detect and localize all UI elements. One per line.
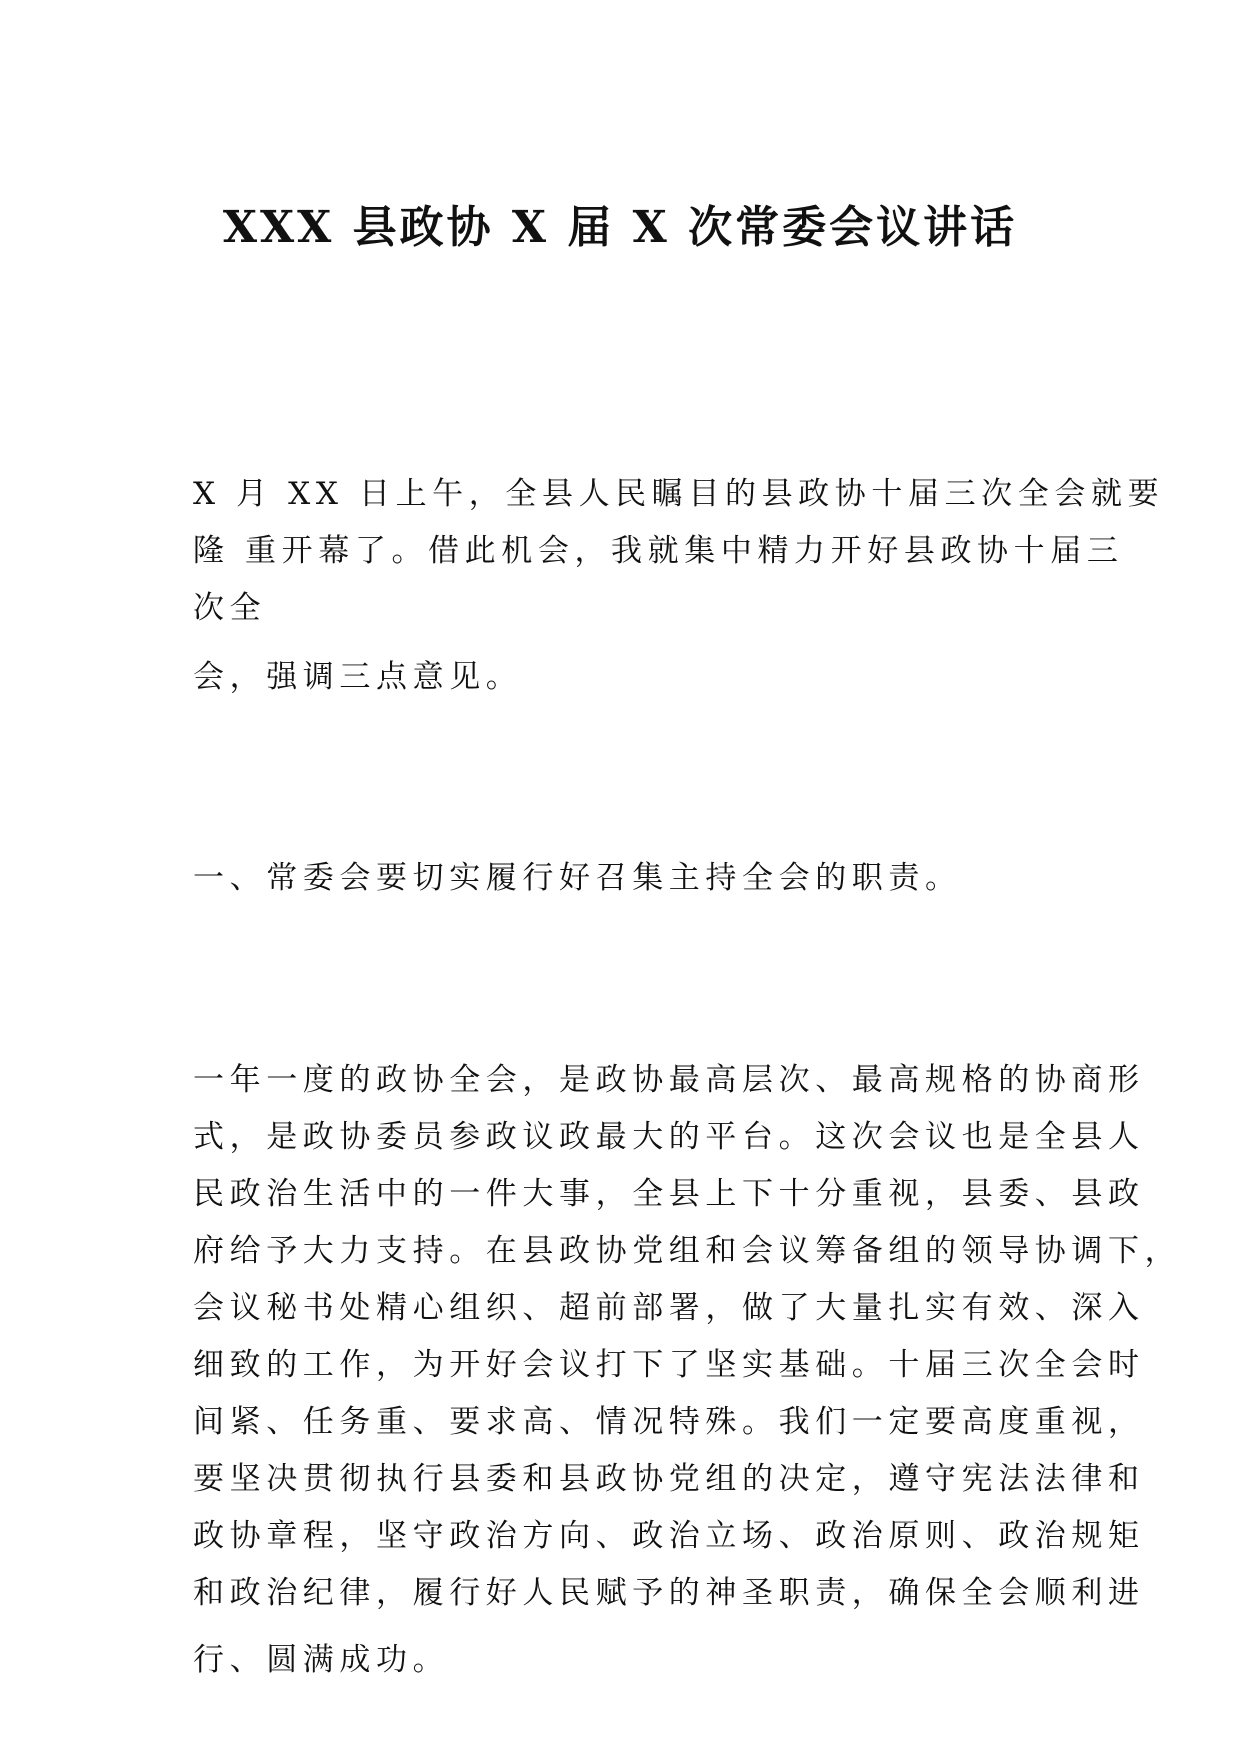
text-line: 次全 bbox=[193, 590, 267, 626]
text-line: 府给予大力支持。在县政协党组和会议筹备组的领导协调下， bbox=[193, 1233, 1182, 1269]
text-line: 会议秘书处精心组织、超前部署，做了大量扎实有效、深入 bbox=[193, 1290, 1145, 1326]
text-line: X 月 XX 日上午，全县人民瞩目的县政协十届三次全会就要 bbox=[193, 476, 1165, 512]
document-title: XXX 县政协 X 届 X 次常委会议讲话 bbox=[222, 202, 1018, 253]
text-line: 行、圆满成功。 bbox=[193, 1642, 450, 1678]
text-line: 式，是政协委员参政议政最大的平台。这次会议也是全县人 bbox=[193, 1119, 1145, 1155]
text-line: 细致的工作，为开好会议打下了坚实基础。十届三次全会时 bbox=[193, 1347, 1145, 1383]
text-line: 间紧、任务重、要求高、情况特殊。我们一定要高度重视， bbox=[193, 1404, 1145, 1440]
text-line: 和政治纪律，履行好人民赋予的神圣职责，确保全会顺利进 bbox=[193, 1575, 1145, 1611]
section-heading: 一、常委会要切实履行好召集主持全会的职责。 bbox=[193, 860, 962, 896]
text-line: 会，强调三点意见。 bbox=[193, 659, 523, 695]
text-line: 隆 重开幕了。借此机会，我就集中精力开好县政协十届三 bbox=[193, 533, 1124, 569]
text-line: 一年一度的政协全会，是政协最高层次、最高规格的协商形 bbox=[193, 1062, 1145, 1098]
text-line: 政协章程，坚守政治方向、政治立场、政治原则、政治规矩 bbox=[193, 1518, 1145, 1554]
text-line: 要坚决贯彻执行县委和县政协党组的决定，遵守宪法法律和 bbox=[193, 1461, 1145, 1497]
text-line: 民政治生活中的一件大事，全县上下十分重视，县委、县政 bbox=[193, 1176, 1145, 1212]
